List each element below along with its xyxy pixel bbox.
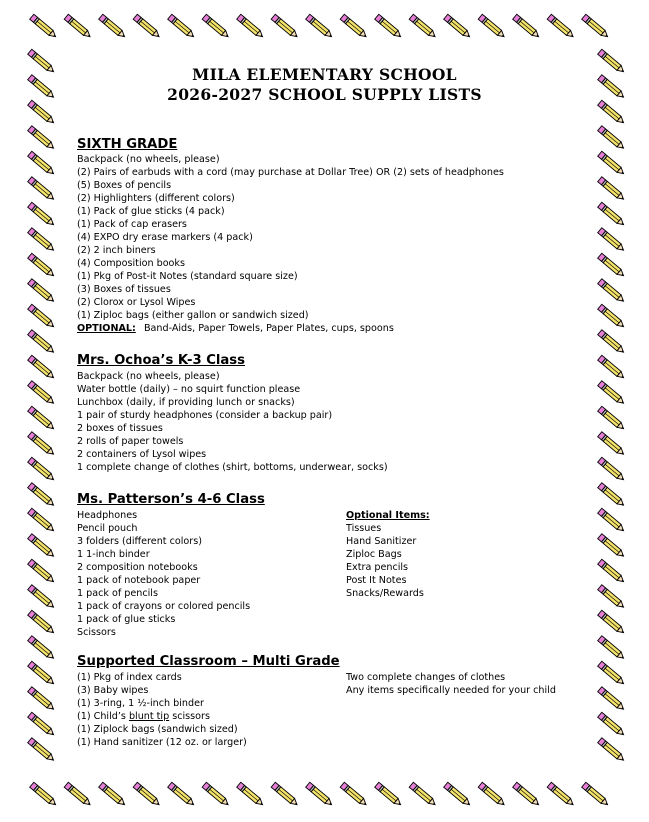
sixth-grade-heading: SIXTH GRADE — [77, 137, 178, 152]
pencil-icon — [99, 14, 128, 39]
pencil-icon — [28, 610, 57, 635]
pencil-icon — [28, 126, 57, 151]
pencil-icon — [598, 228, 627, 253]
list-item: (3) Baby wipes — [77, 685, 149, 696]
pencil-icon — [271, 14, 300, 39]
pencil-icon — [28, 177, 57, 202]
list-item: Post It Notes — [346, 575, 407, 586]
pencil-icon — [375, 14, 404, 39]
list-item: 1 pack of notebook paper — [77, 575, 201, 586]
list-item: Backpack (no wheels, please) — [77, 154, 220, 165]
pencil-icon — [598, 406, 627, 431]
list-item: (1) Hand sanitizer (12 oz. or larger) — [77, 737, 247, 748]
pencil-icon — [99, 782, 128, 807]
optional-label: OPTIONAL: — [77, 323, 136, 334]
pencil-icon — [598, 304, 627, 329]
pencil-icon — [598, 712, 627, 737]
page-title-line1: MILA ELEMENTARY SCHOOL — [192, 65, 457, 84]
pencil-icon — [28, 559, 57, 584]
pencil-icon — [28, 253, 57, 278]
list-item: (2) Highlighters (different colors) — [77, 193, 235, 204]
pencil-icon — [598, 126, 627, 151]
list-item: 2 containers of Lysol wipes — [77, 449, 207, 460]
pencil-icon — [409, 14, 438, 39]
pencil-icon — [28, 712, 57, 737]
pencil-icon — [202, 14, 231, 39]
list-item: 2 rolls of paper towels — [77, 436, 184, 447]
pencil-icon — [598, 457, 627, 482]
pencil-icon — [598, 432, 627, 457]
list-item: (1) Pack of cap erasers — [77, 219, 187, 230]
pencil-icon — [409, 782, 438, 807]
pencil-icon — [598, 483, 627, 508]
list-item: (1) Pkg of Post-it Notes (standard square size) — [77, 271, 298, 282]
pencil-icon — [133, 14, 162, 39]
list-item: (4) EXPO dry erase markers (4 pack) — [77, 232, 253, 243]
list-item: Any items specifically needed for your child — [346, 685, 556, 696]
pencil-icon — [598, 177, 627, 202]
list-item: Headphones — [77, 510, 138, 521]
list-item: (5) Boxes of pencils — [77, 180, 172, 191]
list-item: Pencil pouch — [77, 523, 138, 534]
list-item: (1) Pkg of index cards — [77, 672, 182, 683]
pencil-icon — [340, 782, 369, 807]
pencil-icon — [28, 151, 57, 176]
pencil-icon — [28, 508, 57, 533]
pencil-icon — [271, 782, 300, 807]
pencil-icon — [28, 457, 57, 482]
pencil-icon — [598, 661, 627, 686]
pencil-icon — [598, 355, 627, 380]
list-item: 1 pack of crayons or colored pencils — [77, 601, 251, 612]
pencil-icon — [513, 14, 542, 39]
pencil-icon — [598, 202, 627, 227]
pencil-icon — [598, 330, 627, 355]
pencil-icon — [28, 687, 57, 712]
pencil-icon — [28, 483, 57, 508]
pencil-icon — [547, 14, 576, 39]
pencil-icon — [444, 14, 473, 39]
pencil-icon — [582, 14, 611, 39]
scissors-prefix: (1) Child’s — [77, 711, 129, 722]
pencil-icon — [340, 14, 369, 39]
pencil-icon — [478, 14, 507, 39]
pencil-icon — [28, 738, 57, 763]
ochoa-heading: Mrs. Ochoa’s K-3 Class — [77, 353, 246, 368]
pencil-icon — [237, 782, 266, 807]
list-item: Scissors — [77, 627, 116, 638]
pencil-icon — [598, 559, 627, 584]
supported-heading: Supported Classroom – Multi Grade — [77, 654, 340, 669]
pencil-icon — [598, 151, 627, 176]
pencil-icon — [28, 304, 57, 329]
pencil-icon — [28, 330, 57, 355]
pencil-icon — [28, 100, 57, 125]
pencil-icon — [28, 279, 57, 304]
list-item: 1 pack of pencils — [77, 588, 158, 599]
pencil-icon — [547, 782, 576, 807]
scissors-suffix: scissors — [169, 711, 210, 722]
list-item: Backpack (no wheels, please) — [77, 371, 220, 382]
pencil-icon — [28, 432, 57, 457]
pencil-icon — [168, 14, 197, 39]
pencil-icon — [598, 279, 627, 304]
supported-scissors-line — [77, 710, 210, 723]
list-item: 2 composition notebooks — [77, 562, 198, 573]
list-item: Water bottle (daily) – no squirt function please — [77, 384, 301, 395]
list-item: Lunchbox (daily, if providing lunch or snacks) — [77, 397, 295, 408]
pencil-icon — [237, 14, 266, 39]
list-item: Two complete changes of clothes — [346, 672, 506, 683]
pencil-icon — [64, 782, 93, 807]
pencil-icon — [444, 782, 473, 807]
list-item: 1 pair of sturdy headphones (consider a backup pair) — [77, 410, 333, 421]
pencil-icon — [28, 355, 57, 380]
list-item: 1 1-inch binder — [77, 549, 150, 560]
list-item: 3 folders (different colors) — [77, 536, 202, 547]
pencil-icon — [582, 782, 611, 807]
pencil-icon — [375, 782, 404, 807]
pencil-icon — [598, 534, 627, 559]
list-item: (1) 3-ring, 1 ½-inch binder — [77, 698, 204, 709]
list-item: (3) Boxes of tissues — [77, 284, 171, 295]
page-title-line2: 2026-2027 SCHOOL SUPPLY LISTS — [167, 85, 482, 104]
pencil-icon — [202, 782, 231, 807]
list-item: (4) Composition books — [77, 258, 185, 269]
list-item: (2) 2 inch biners — [77, 245, 156, 256]
pencil-icon — [28, 381, 57, 406]
pencil-icon — [168, 782, 197, 807]
pencil-icon — [64, 14, 93, 39]
pencil-icon — [28, 636, 57, 661]
pencil-icon — [306, 14, 335, 39]
optional-text: Band-Aids, Paper Towels, Paper Plates, cups, spoons — [143, 323, 394, 334]
pencil-icon — [598, 253, 627, 278]
pencil-icon — [30, 14, 59, 39]
patterson-optional-heading: Optional Items: — [346, 510, 430, 521]
pencil-icon — [28, 534, 57, 559]
pencil-icon — [598, 585, 627, 610]
list-item: Hand Sanitizer — [346, 536, 417, 547]
list-item: 1 complete change of clothes (shirt, bottoms, underwear, socks) — [77, 462, 388, 473]
pencil-icon — [598, 508, 627, 533]
list-item: (1) Ziploc bags (either gallon or sandwich sized) — [77, 310, 309, 321]
pencil-icon — [28, 406, 57, 431]
pencil-icon — [598, 636, 627, 661]
list-item: Extra pencils — [346, 562, 409, 573]
pencil-icon — [28, 202, 57, 227]
pencil-icon — [28, 585, 57, 610]
pencil-icon — [478, 782, 507, 807]
list-item: Ziploc Bags — [346, 549, 402, 560]
sixth-optional-line — [77, 322, 394, 335]
list-item: Tissues — [346, 523, 382, 534]
scissors-underlined: blunt tip — [128, 711, 170, 722]
list-item: Snacks/Rewards — [346, 588, 424, 599]
list-item: 2 boxes of tissues — [77, 423, 163, 434]
pencil-icon — [598, 687, 627, 712]
pencil-icon — [28, 228, 57, 253]
patterson-heading: Ms. Patterson’s 4-6 Class — [77, 492, 265, 507]
list-item: (2) Pairs of earbuds with a cord (may purchase at Dollar Tree) OR (2) sets of headphones — [77, 167, 504, 178]
pencil-icon — [598, 610, 627, 635]
list-item: (2) Clorox or Lysol Wipes — [77, 297, 196, 308]
list-item: (1) Ziplock bags (sandwich sized) — [77, 724, 238, 735]
pencil-icon — [598, 381, 627, 406]
list-item: 1 pack of glue sticks — [77, 614, 176, 625]
pencil-icon — [30, 782, 59, 807]
pencil-icon — [28, 661, 57, 686]
pencil-icon — [306, 782, 335, 807]
pencil-icon — [598, 738, 627, 763]
pencil-icon — [133, 782, 162, 807]
list-item: (1) Pack of glue sticks (4 pack) — [77, 206, 225, 217]
pencil-icon — [598, 100, 627, 125]
pencil-icon — [513, 782, 542, 807]
